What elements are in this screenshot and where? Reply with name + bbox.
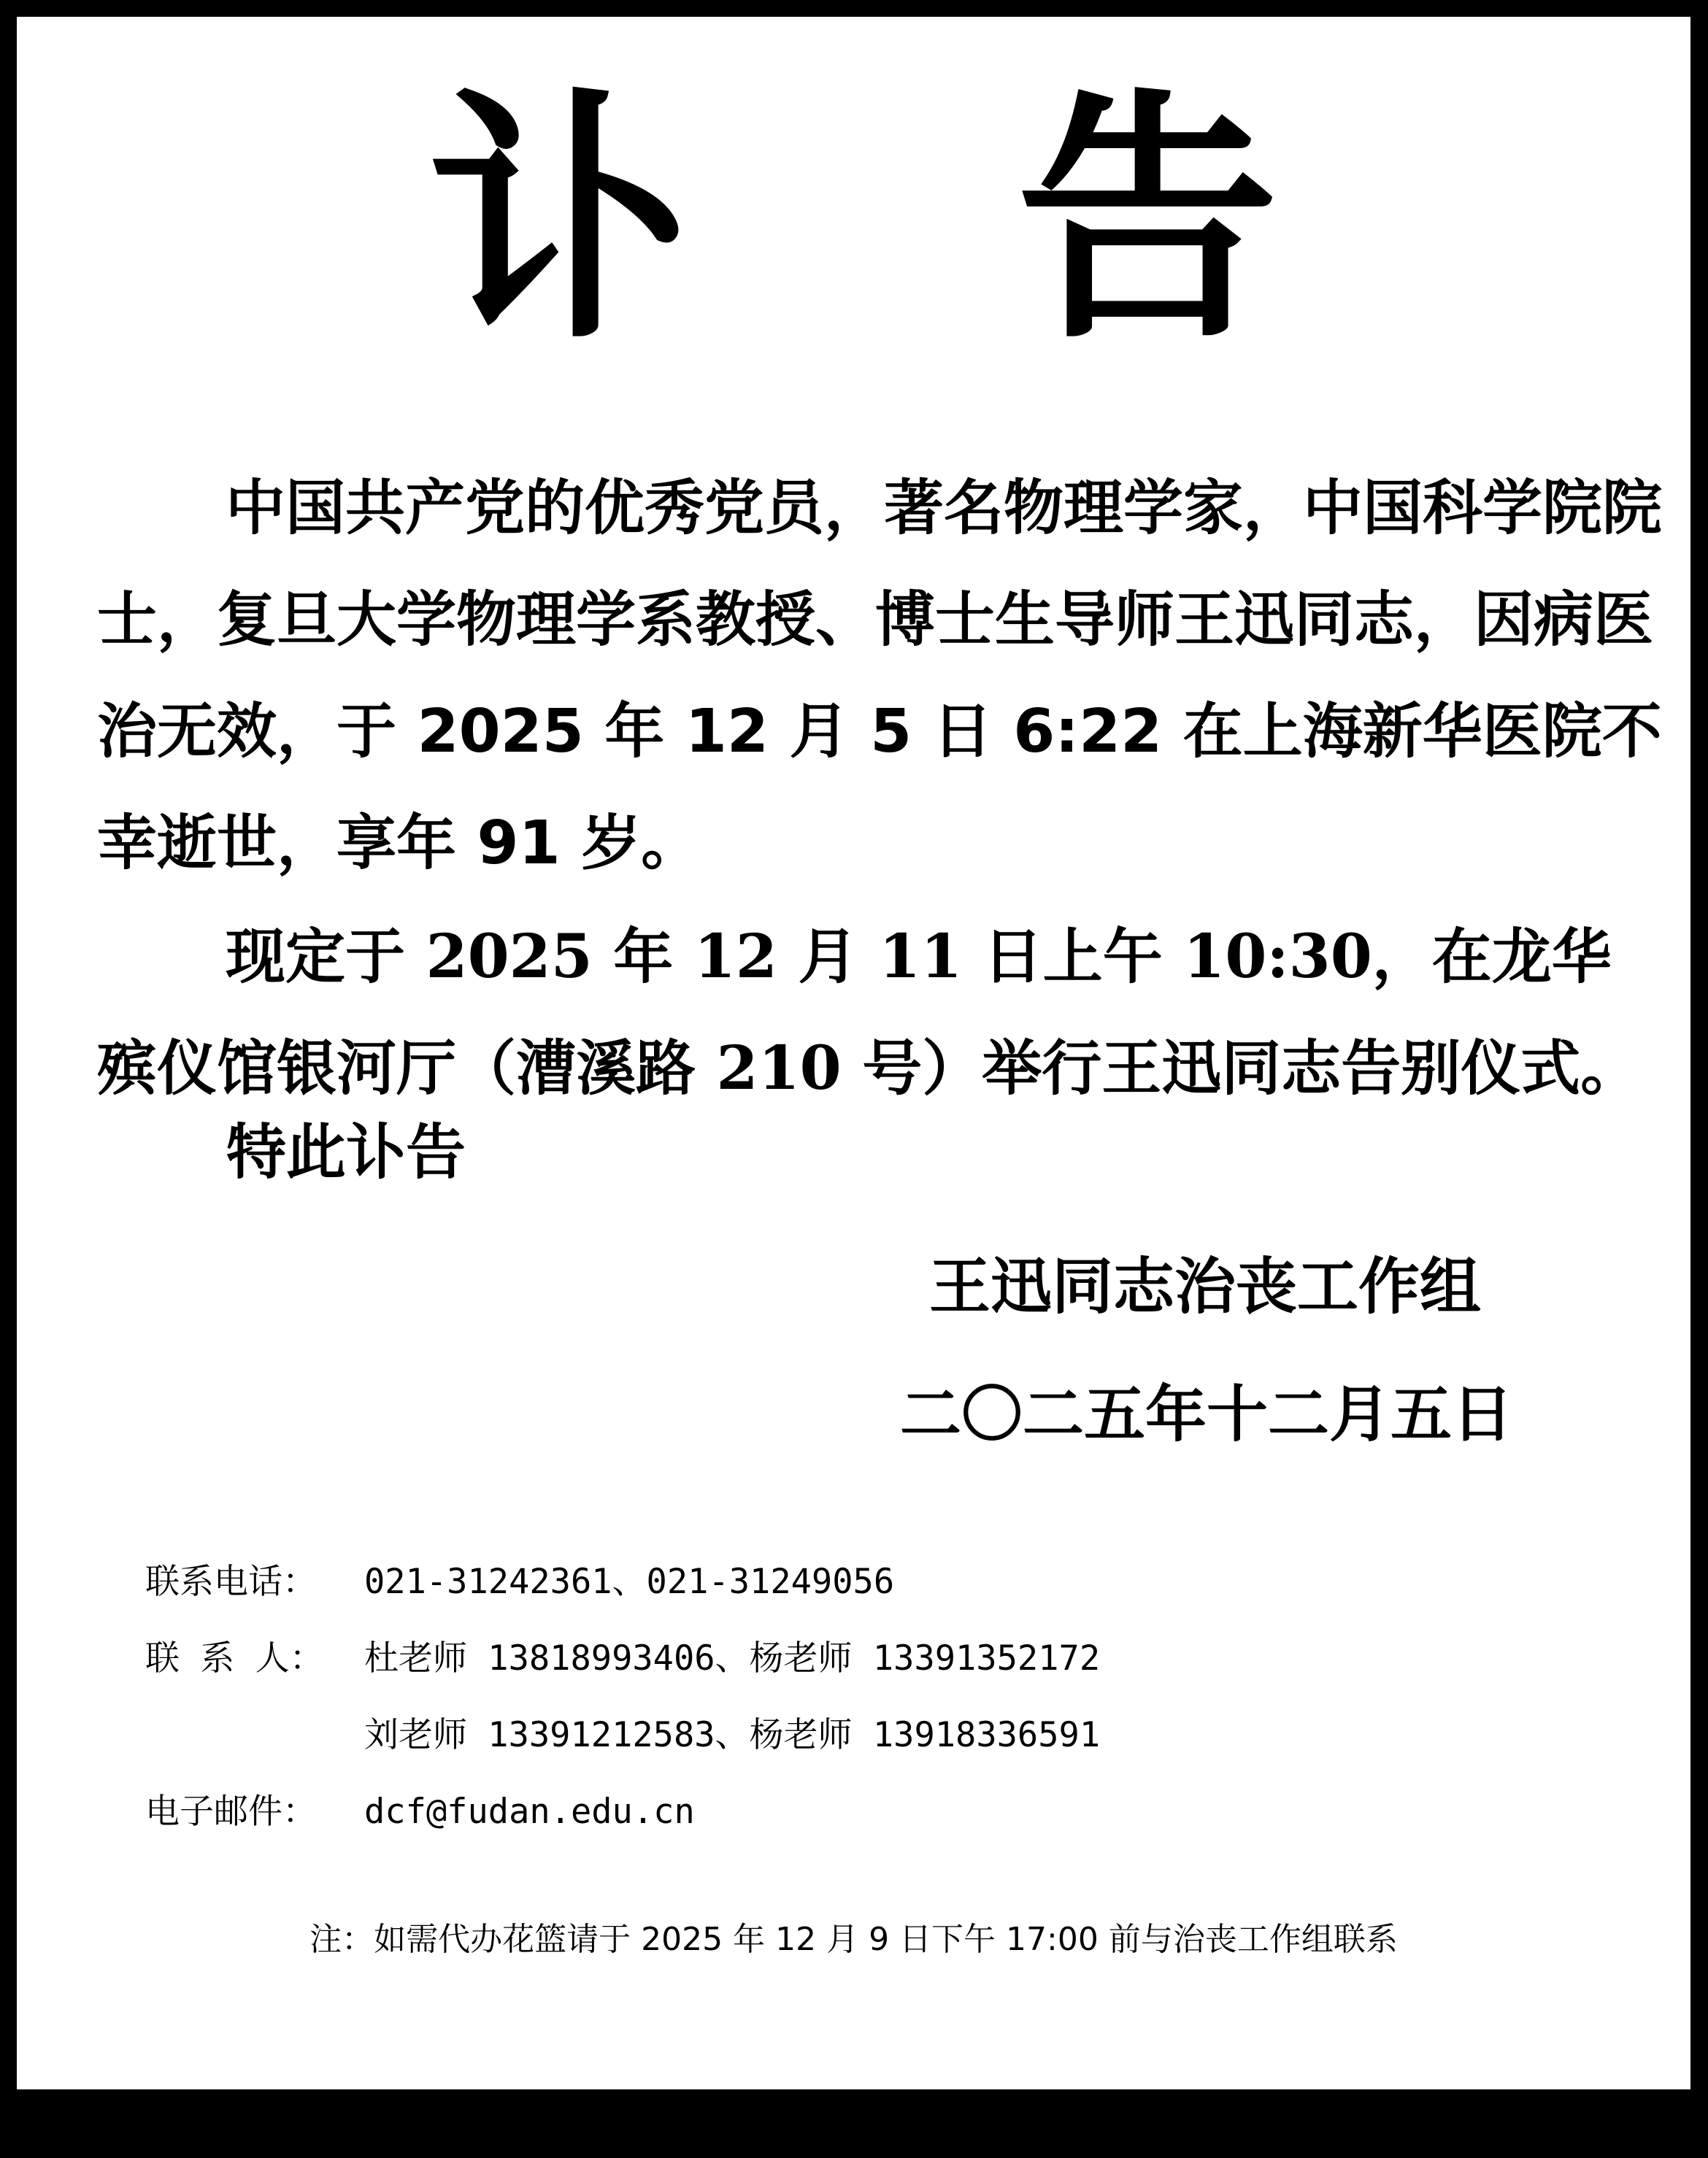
- contact-phone-row: [145, 1544, 1100, 1620]
- contact-phone-value: 021-31242361、021-31249056: [364, 1562, 895, 1602]
- contact-phone-label: 联系电话：: [145, 1562, 317, 1602]
- obituary-title: 讣 告: [428, 68, 1396, 374]
- contact-email-row: [145, 1773, 1100, 1850]
- obituary-sheet: [17, 17, 1690, 2089]
- closing-phrase: 特此讣告: [226, 1118, 466, 1187]
- contact-person-row: [145, 1620, 1100, 1697]
- contact-person-label: 联 系 人：: [145, 1638, 324, 1679]
- signature-date: 二〇二五年十二月五日: [900, 1379, 1514, 1450]
- signature-org: 王迅同志治丧工作组: [929, 1251, 1482, 1322]
- flower-basket-note: 注：如需代办花篮请于 2025 年 12 月 9 日下午 17:00 前与治丧工作组联系: [309, 1921, 1398, 1958]
- obituary-paragraph-ceremony: 现定于 2025 年 12 月 11 日上午 10:30，在龙华殡仪馆银河厅（漕溪路 210 号）举行王迅同志告别仪式。: [97, 922, 1641, 1103]
- contact-person-line1: 杜老师 13818993406、杨老师 13391352172: [364, 1638, 1101, 1679]
- contact-email-label: 电子邮件：: [145, 1792, 317, 1832]
- contact-person-spacer: [145, 1697, 364, 1773]
- contact-person-row-2: [145, 1697, 1100, 1773]
- contact-person-line2: 刘老师 13391212583、杨老师 13918336591: [364, 1715, 1101, 1755]
- contact-info: [145, 1544, 1100, 1850]
- obituary-paragraph-main: 中国共产党的优秀党员，著名物理学家，中国科学院院士，复旦大学物理学系教授、博士生导师王迅同志，因病医治无效，于 2025 年 12 月 5 日 6:22 在上海新华医院不幸逝世，享年 91 岁。: [97, 474, 1663, 878]
- contact-email-value: dcf@fudan.edu.cn: [364, 1792, 695, 1832]
